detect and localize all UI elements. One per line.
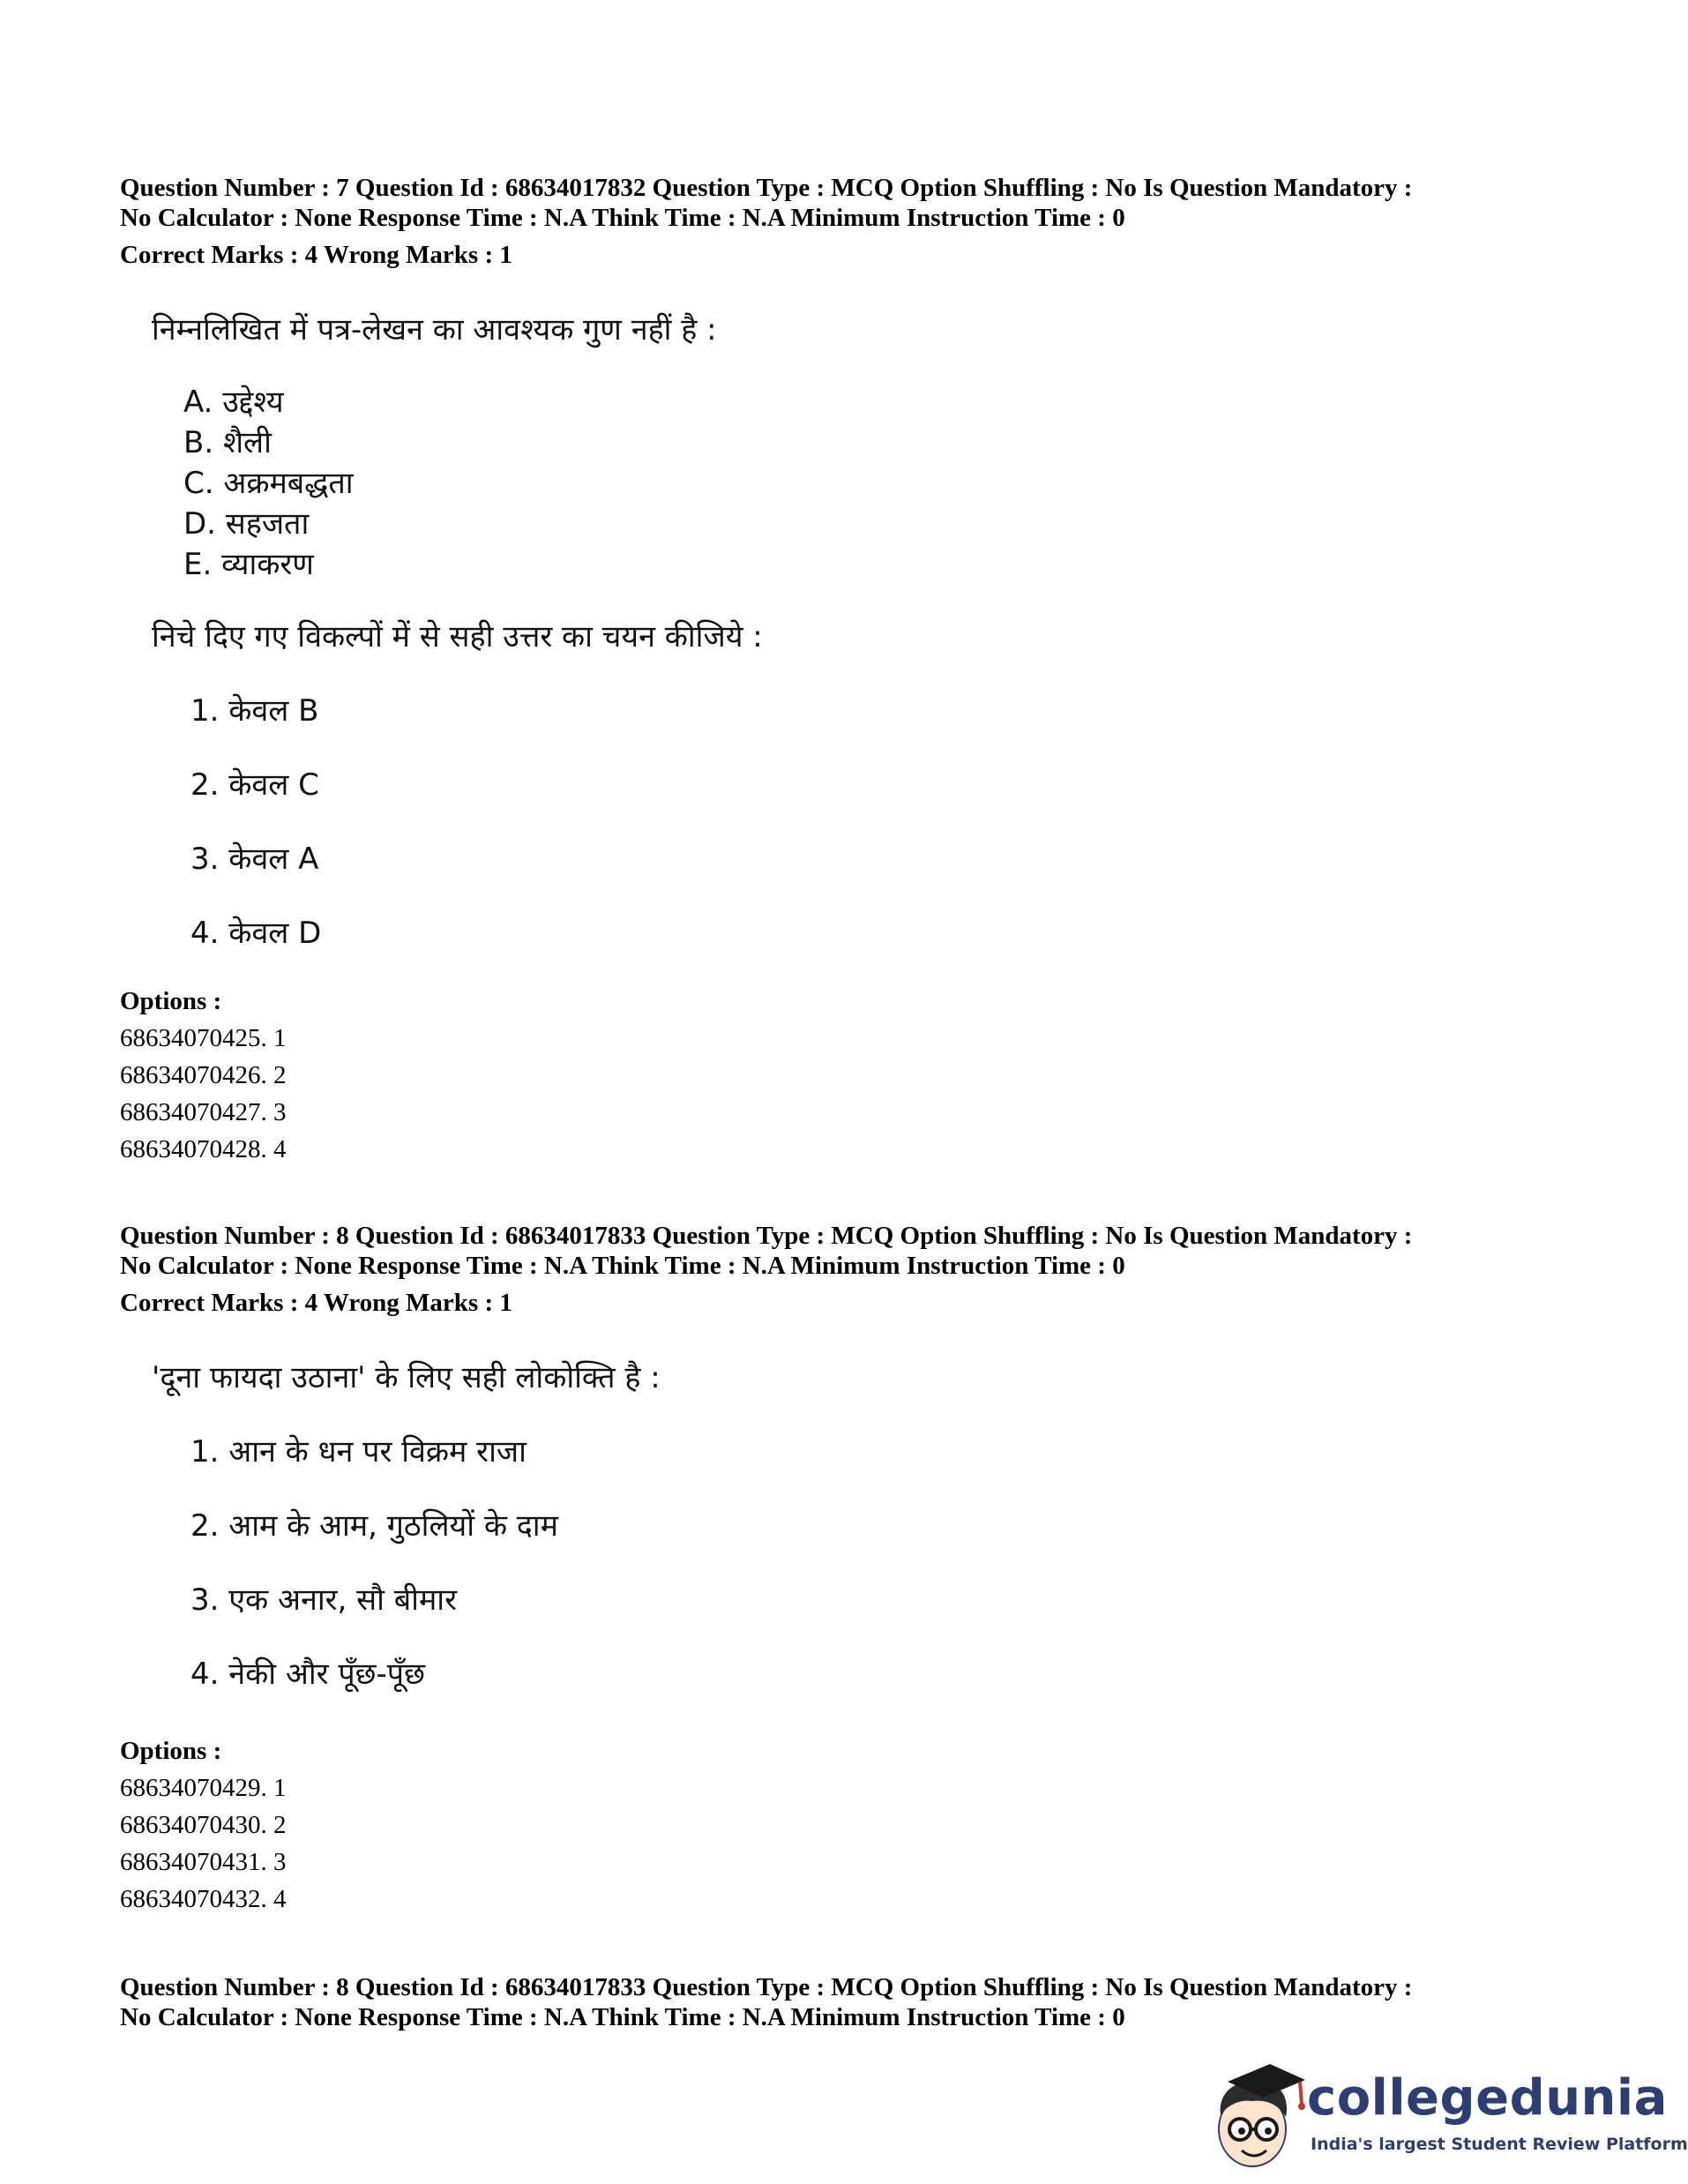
option-row: 68634070431. 3 bbox=[120, 1848, 287, 1876]
option-row: 68634070425. 1 bbox=[120, 1024, 287, 1052]
question-stem: 'दूना फायदा उठाना' के लिए सही लोकोक्ति है : bbox=[152, 1360, 661, 1395]
statement-item: E. व्याकरण bbox=[183, 547, 314, 582]
question-meta-line2: No Calculator : None Response Time : N.A Think Time : N.A Minimum Instruction Time : 0 bbox=[120, 204, 1125, 232]
question-meta-line2: No Calculator : None Response Time : N.A Think Time : N.A Minimum Instruction Time : 0 bbox=[120, 1252, 1125, 1280]
option-row: 68634070430. 2 bbox=[120, 1811, 287, 1839]
answer-choice: 2. आम के आम, गुठलियों के दाम bbox=[190, 1508, 558, 1544]
question-meta-line1: Question Number : 8 Question Id : 68634017833 Question Type : MCQ Option Shuffling : No Is Question Mandatory : bbox=[120, 1222, 1413, 1250]
question-meta-line1: Question Number : 7 Question Id : 68634017832 Question Type : MCQ Option Shuffling : No Is Question Mandatory : bbox=[120, 174, 1413, 202]
question-marks: Correct Marks : 4 Wrong Marks : 1 bbox=[120, 1289, 512, 1317]
option-row: 68634070426. 2 bbox=[120, 1061, 287, 1089]
question-instruction: निचे दिए गए विकल्पों में से सही उत्तर का चयन कीजिये : bbox=[152, 619, 763, 654]
option-row: 68634070429. 1 bbox=[120, 1774, 287, 1802]
answer-choice: 4. नेकी और पूँछ-पूँछ bbox=[190, 1657, 425, 1692]
statement-item: A. उद्देश्य bbox=[183, 385, 284, 420]
statement-item: C. अक्रमबद्धता bbox=[183, 466, 354, 501]
statement-item: B. शैली bbox=[183, 425, 272, 460]
option-row: 68634070432. 4 bbox=[120, 1885, 287, 1913]
question-marks: Correct Marks : 4 Wrong Marks : 1 bbox=[120, 241, 512, 269]
statement-item: D. सहजता bbox=[183, 506, 310, 542]
options-heading: Options : bbox=[120, 987, 222, 1015]
collegedunia-logo bbox=[1201, 2059, 1688, 2173]
answer-choice: 3. एक अनार, सौ बीमार bbox=[190, 1582, 458, 1618]
student-mascot-icon bbox=[1201, 2059, 1311, 2173]
options-heading: Options : bbox=[120, 1737, 222, 1765]
answer-choice: 1. आन के धन पर विक्रम राजा bbox=[190, 1434, 527, 1470]
answer-choice: 1. केवल B bbox=[190, 693, 319, 729]
question-meta-line2: No Calculator : None Response Time : N.A Think Time : N.A Minimum Instruction Time : 0 bbox=[120, 2003, 1125, 2031]
answer-choice: 3. केवल A bbox=[190, 841, 319, 877]
logo-tagline: India's largest Student Review Platform bbox=[1311, 2135, 1688, 2154]
logo-brand: collegedunia bbox=[1307, 2069, 1668, 2127]
answer-choice: 2. केवल C bbox=[190, 767, 319, 803]
answer-choice: 4. केवल D bbox=[190, 916, 322, 951]
question-stem: निम्नलिखित में पत्र-लेखन का आवश्यक गुण नहीं है : bbox=[152, 312, 717, 348]
option-row: 68634070428. 4 bbox=[120, 1135, 287, 1163]
question-meta-line1: Question Number : 8 Question Id : 68634017833 Question Type : MCQ Option Shuffling : No Is Question Mandatory : bbox=[120, 1973, 1413, 2001]
option-row: 68634070427. 3 bbox=[120, 1098, 287, 1126]
